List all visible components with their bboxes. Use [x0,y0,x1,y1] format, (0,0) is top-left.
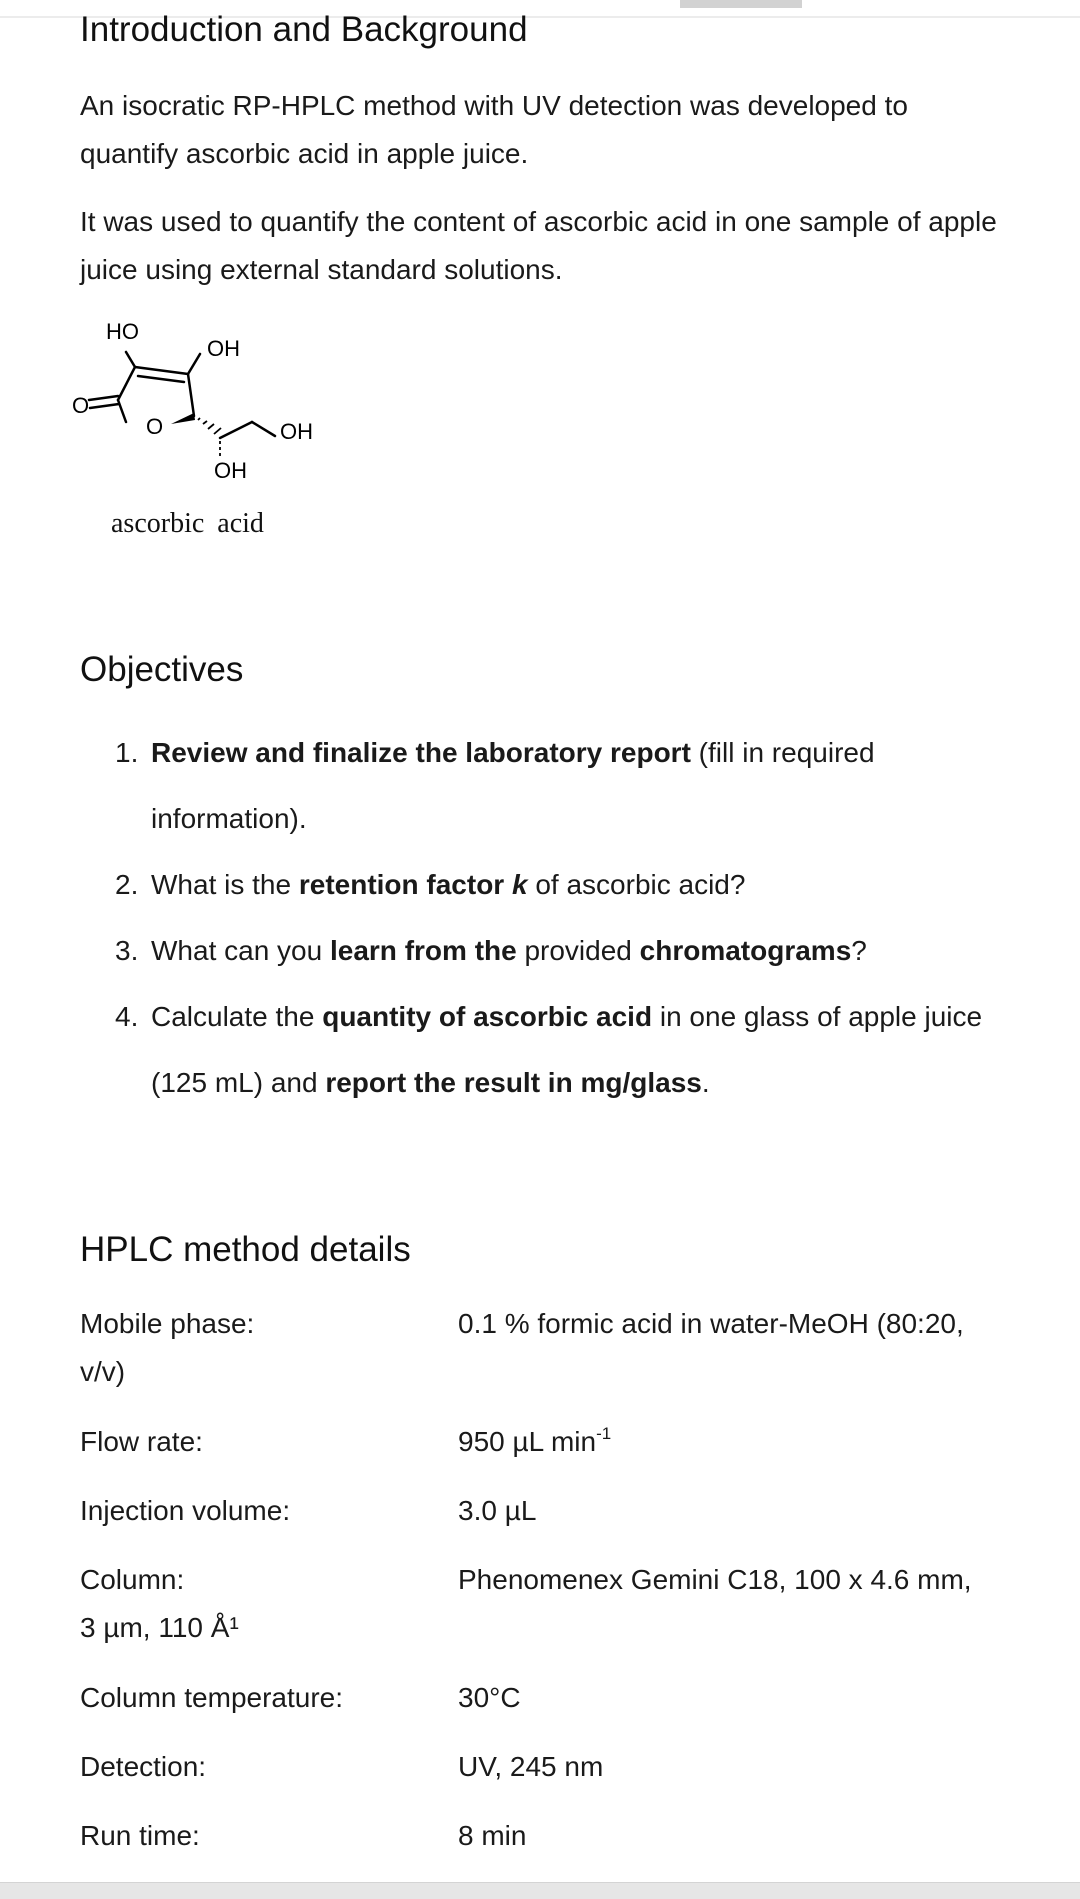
flow-rate-value: 950 µL $\min^{-1}$ [458,1424,612,1457]
oh-side-label: OH [280,419,313,444]
scrollbar-thumb[interactable] [680,0,802,8]
ring-double-bond-inner [138,376,184,382]
ring-bond-c2-c1 [118,367,135,400]
objectives-list [115,720,1015,1116]
detection-value: UV, 245 nm [458,1751,604,1782]
ascorbic-acid-structure [70,312,340,487]
column-value: Phenomenex Gemini C18, 100 x 4.6 mm, [458,1564,972,1595]
oh-top-label: OH [207,336,240,361]
column-temperature-value: 30°C [458,1682,521,1713]
objective-item-2: 2. What is the retention factor k of ascorbic acid? [115,869,746,900]
ring-o-label: O [146,414,164,439]
hash-bond-c4-c5 [198,418,221,434]
objective-item-4: 4. Calculate the quantity of ascorbic acid in one glass of apple juice (125 mL) and report the result in mg/glass. [115,1001,983,1098]
mobile-phase-label: Mobile phase: [80,1308,255,1339]
column-value-cont: 3 µm, 110 Å¹ [80,1612,239,1643]
bond-to-ho [126,352,135,367]
side-chain-bond-2 [252,422,275,436]
side-chain-bond-1 [220,422,252,438]
mobile-phase-value-cont: v/v) [80,1356,126,1387]
carbonyl-o-label: O [72,393,90,418]
column-temperature-label: Column temperature: [80,1682,344,1713]
intro-paragraph-2: It was used to quantify the content of ascorbic acid in one sample of apple juice using external standard solutions. [80,206,997,285]
hplc-heading: HPLC method details [80,1230,411,1269]
intro-heading: Introduction and Background [80,10,528,49]
column-label: Column: [80,1564,185,1595]
bond-to-oh-top [188,354,200,374]
carbonyl-bond-2 [90,404,119,408]
molecule-caption: ascorbic acid [111,508,264,539]
detection-label: Detection: [80,1751,207,1782]
wedge-bond [171,413,195,424]
injection-volume-label: Injection volume: [80,1495,291,1526]
oh-bottom-label: OH [214,458,247,483]
carbonyl-bond-1 [89,396,118,400]
objective-item-3: 3. What can you learn from the provided chromatograms? [115,935,867,966]
ring-bond-c2-c3 [135,367,188,374]
bottom-scrollbar[interactable] [0,1882,1080,1899]
injection-volume-value: 3.0 µL [458,1495,537,1526]
objectives-heading: Objectives [80,650,244,689]
run-time-value: 8 min [458,1820,527,1851]
run-time-label: Run time: [80,1820,200,1851]
objective-item-1: 1. Review and finalize the laboratory report (fill in required information). [115,737,875,834]
mobile-phase-value: 0.1 % formic acid in water-MeOH (80:20, [458,1308,964,1339]
ring-bond-c3-c4 [188,374,194,416]
intro-paragraph-1: An isocratic RP-HPLC method with UV detection was developed to quantify ascorbic acid in apple juice. [80,90,908,169]
flow-rate-label: Flow rate: [80,1426,203,1457]
ho-label: HO [106,319,139,344]
